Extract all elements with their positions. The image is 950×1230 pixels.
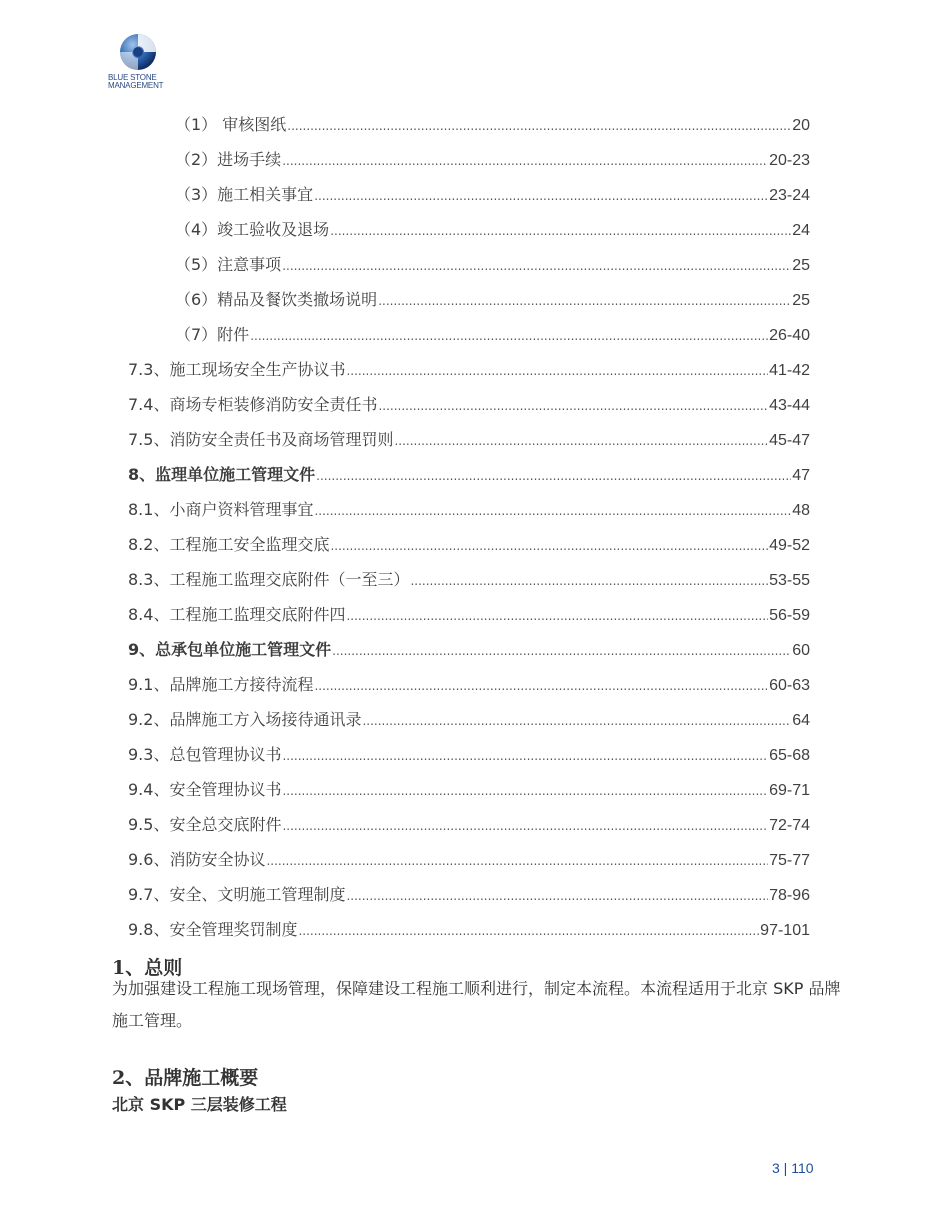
toc-entry-label: （1） 审核图纸 (175, 115, 287, 134)
toc-entry-label: （7）附件 (175, 325, 250, 344)
toc-dot-leader (282, 774, 768, 809)
toc-dot-leader (378, 389, 768, 424)
toc-entry-page: 97-101 (760, 922, 810, 939)
toc-entry-page: 43-44 (769, 397, 810, 414)
toc-entry-page: 56-59 (769, 607, 810, 624)
toc-dot-leader (378, 284, 791, 319)
toc-entry-label: 8.2、工程施工安全监理交底 (128, 535, 330, 554)
toc-dot-leader (316, 459, 791, 494)
toc-entry-page: 53-55 (769, 572, 810, 589)
toc-entry[interactable] (128, 527, 810, 562)
toc-entry-page: 60 (792, 642, 810, 659)
toc-dot-leader (282, 249, 791, 284)
toc-entry-label: （3）施工相关事宜 (175, 185, 314, 204)
toc-entry-page: 75-77 (769, 852, 810, 869)
toc-entry[interactable] (175, 142, 810, 177)
toc-entry-label: 9.7、安全、文明施工管理制度 (128, 885, 346, 904)
toc-entry-label: 7.3、施工现场安全生产协议书 (128, 360, 346, 379)
toc-dot-leader (282, 809, 768, 844)
section-2-subtitle: 北京 SKP 三层装修工程 (112, 1095, 287, 1114)
toc-dot-leader (410, 564, 768, 599)
toc-entry-label: 7.5、消防安全责任书及商场管理罚则 (128, 430, 394, 449)
toc-dot-leader (250, 319, 768, 354)
toc-dot-leader (266, 844, 768, 879)
toc-entry-label: 9.4、安全管理协议书 (128, 780, 282, 799)
toc-entry-page: 26-40 (769, 327, 810, 344)
toc-entry[interactable] (175, 212, 810, 247)
toc-entry-page: 41-42 (769, 362, 810, 379)
logo-text (108, 74, 168, 90)
toc-entry-label: （6）精品及餐饮类撤场说明 (175, 290, 378, 309)
toc-dot-leader (282, 144, 768, 179)
toc-entry-label: 9.8、安全管理奖罚制度 (128, 920, 298, 939)
toc-dot-leader (314, 494, 791, 529)
toc-entry[interactable] (128, 387, 810, 422)
toc-entry[interactable] (128, 457, 810, 492)
toc-entry-label: （4）竣工验收及退场 (175, 220, 330, 239)
toc-entry[interactable] (128, 702, 810, 737)
logo-line-2: MANAGEMENT (108, 81, 164, 90)
toc-entry[interactable] (175, 317, 810, 352)
toc-entry-page: 25 (792, 292, 810, 309)
toc-entry[interactable] (175, 177, 810, 212)
toc-entry[interactable] (128, 842, 810, 877)
toc-entry-page: 72-74 (769, 817, 810, 834)
toc-entry-page: 65-68 (769, 747, 810, 764)
toc-dot-leader (330, 529, 768, 564)
toc-entry-label: 9.1、品牌施工方接待流程 (128, 675, 314, 694)
toc-dot-leader (346, 879, 768, 914)
logo-line-1: BLUE STONE (108, 73, 157, 82)
toc-entry[interactable] (128, 597, 810, 632)
toc-entry-page: 47 (792, 467, 810, 484)
toc-entry-page: 64 (792, 712, 810, 729)
toc-dot-leader (282, 739, 768, 774)
toc-entry-page: 23-24 (769, 187, 810, 204)
toc-entry-page: 69-71 (769, 782, 810, 799)
toc-entry-page: 48 (792, 502, 810, 519)
toc-dot-leader (298, 914, 759, 949)
toc-entry-page: 24 (792, 222, 810, 239)
toc-entry-label: （5）注意事项 (175, 255, 282, 274)
toc-entry[interactable] (128, 912, 810, 947)
toc-entry[interactable] (128, 492, 810, 527)
toc-entry-page: 60-63 (769, 677, 810, 694)
toc-entry[interactable] (128, 667, 810, 702)
toc-entry-label: 9.2、品牌施工方入场接待通讯录 (128, 710, 362, 729)
toc-dot-leader (362, 704, 791, 739)
toc-entry-label: 9.3、总包管理协议书 (128, 745, 282, 764)
toc-entry[interactable] (128, 562, 810, 597)
toc-entry[interactable] (175, 282, 810, 317)
toc-entry[interactable] (128, 632, 810, 667)
blue-stone-logo-icon (118, 32, 158, 72)
toc-entry-label: 9.6、消防安全协议 (128, 850, 266, 869)
toc-entry-label: 9.5、安全总交底附件 (128, 815, 282, 834)
toc-dot-leader (346, 354, 768, 389)
toc-dot-leader (394, 424, 768, 459)
toc-entry[interactable] (175, 247, 810, 282)
toc-entry-label: 8.4、工程施工监理交底附件四 (128, 605, 346, 624)
toc-entry-label: 7.4、商场专柜装修消防安全责任书 (128, 395, 378, 414)
section-1-title: 1、总则 (112, 957, 183, 979)
toc-entry-label: 8.1、小商户资料管理事宜 (128, 500, 314, 519)
toc-entry[interactable] (128, 807, 810, 842)
toc-entry[interactable] (128, 737, 810, 772)
toc-entry-label: （2）进场手续 (175, 150, 282, 169)
toc-entry-label: 9、总承包单位施工管理文件 (128, 640, 332, 659)
company-logo (108, 32, 168, 94)
section-1-body: 为加强建设工程施工现场管理，保障建设工程施工顺利进行，制定本流程。本流程适用于北京 SKP 品牌施工管理。 (112, 979, 841, 1030)
page-number: 3 | 110 (772, 1160, 814, 1176)
toc-entry-page: 25 (792, 257, 810, 274)
toc-entry-label: 8.3、工程施工监理交底附件（一至三） (128, 570, 410, 589)
toc-entry-page: 20 (792, 117, 810, 134)
toc-entry[interactable] (128, 352, 810, 387)
toc-dot-leader (314, 669, 768, 704)
toc-dot-leader (330, 214, 791, 249)
toc-entry[interactable] (128, 772, 810, 807)
toc-entry-page: 45-47 (769, 432, 810, 449)
toc-entry-label: 8、监理单位施工管理文件 (128, 465, 316, 484)
toc-dot-leader (287, 109, 791, 144)
toc-entry-page: 49-52 (769, 537, 810, 554)
toc-dot-leader (346, 599, 768, 634)
toc-entry-page: 78-96 (769, 887, 810, 904)
toc-entry[interactable] (128, 422, 810, 457)
toc-entry-page: 20-23 (769, 152, 810, 169)
toc-entry[interactable] (128, 877, 810, 912)
toc-dot-leader (332, 634, 791, 669)
section-2-title: 2、品牌施工概要 (112, 1067, 259, 1089)
toc-dot-leader (314, 179, 768, 214)
toc-entry[interactable] (175, 107, 810, 142)
